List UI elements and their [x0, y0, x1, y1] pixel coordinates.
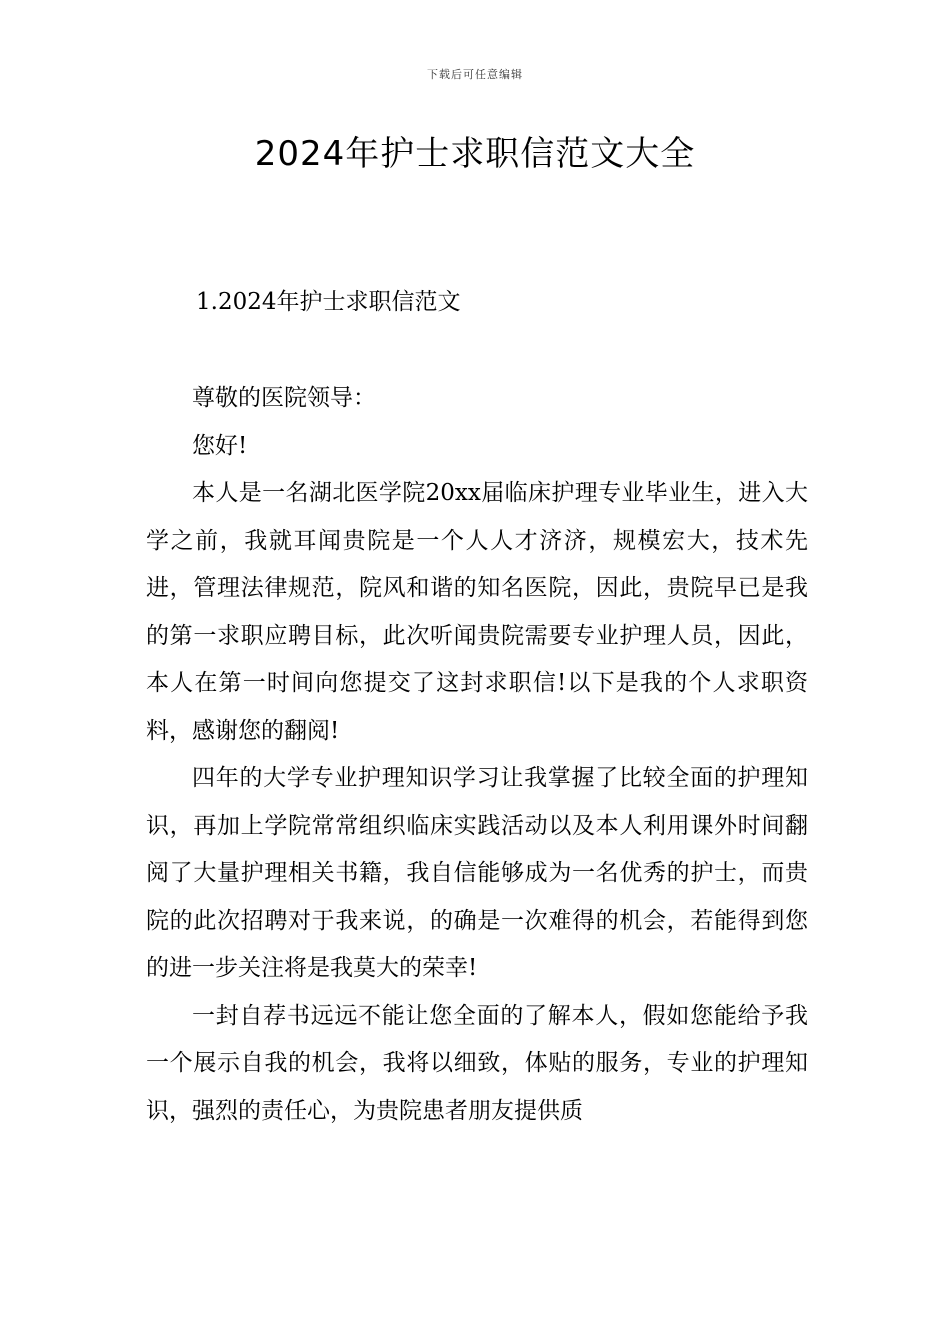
body-paragraph: 本人是一名湖北医学院20xx届临床护理专业毕业生，进入大学之前，我就耳闻贵院是一个人人才济济，规模宏大，技术先进，管理法律规范，院风和谐的知名医院，因此，贵院早已是我的第一求职应聘目标，此次听闻贵院需要专业护理人员，因此，本人在第一时间向您提交了这封求职信!以下是我的个人求职资料，感谢您的翻阅! — [146, 480, 808, 744]
header-note: 下载后可任意编辑 — [427, 68, 523, 81]
letter-body — [146, 375, 808, 1135]
greeting: 您好! — [192, 432, 248, 459]
salutation: 尊敬的医院领导： — [192, 385, 376, 411]
section-heading: 1.2024年护士求职信范文 — [196, 289, 461, 315]
document-title: 2024年护士求职信范文大全 — [254, 134, 696, 174]
body-paragraph: 四年的大学专业护理知识学习让我掌握了比较全面的护理知识，再加上学院常常组织临床实践活动以及本人利用课外时间翻阅了大量护理相关书籍，我自信能够成为一名优秀的护士，而贵院的此次招聘对于我来说，的确是一次难得的机会，若能得到您的进一步关注将是我莫大的荣幸! — [146, 765, 808, 981]
body-paragraph: 一封自荐书远远不能让您全面的了解本人，假如您能给予我一个展示自我的机会，我将以细致，体贴的服务，专业的护理知识，强烈的责任心，为贵院患者朋友提供质 — [146, 1002, 808, 1124]
